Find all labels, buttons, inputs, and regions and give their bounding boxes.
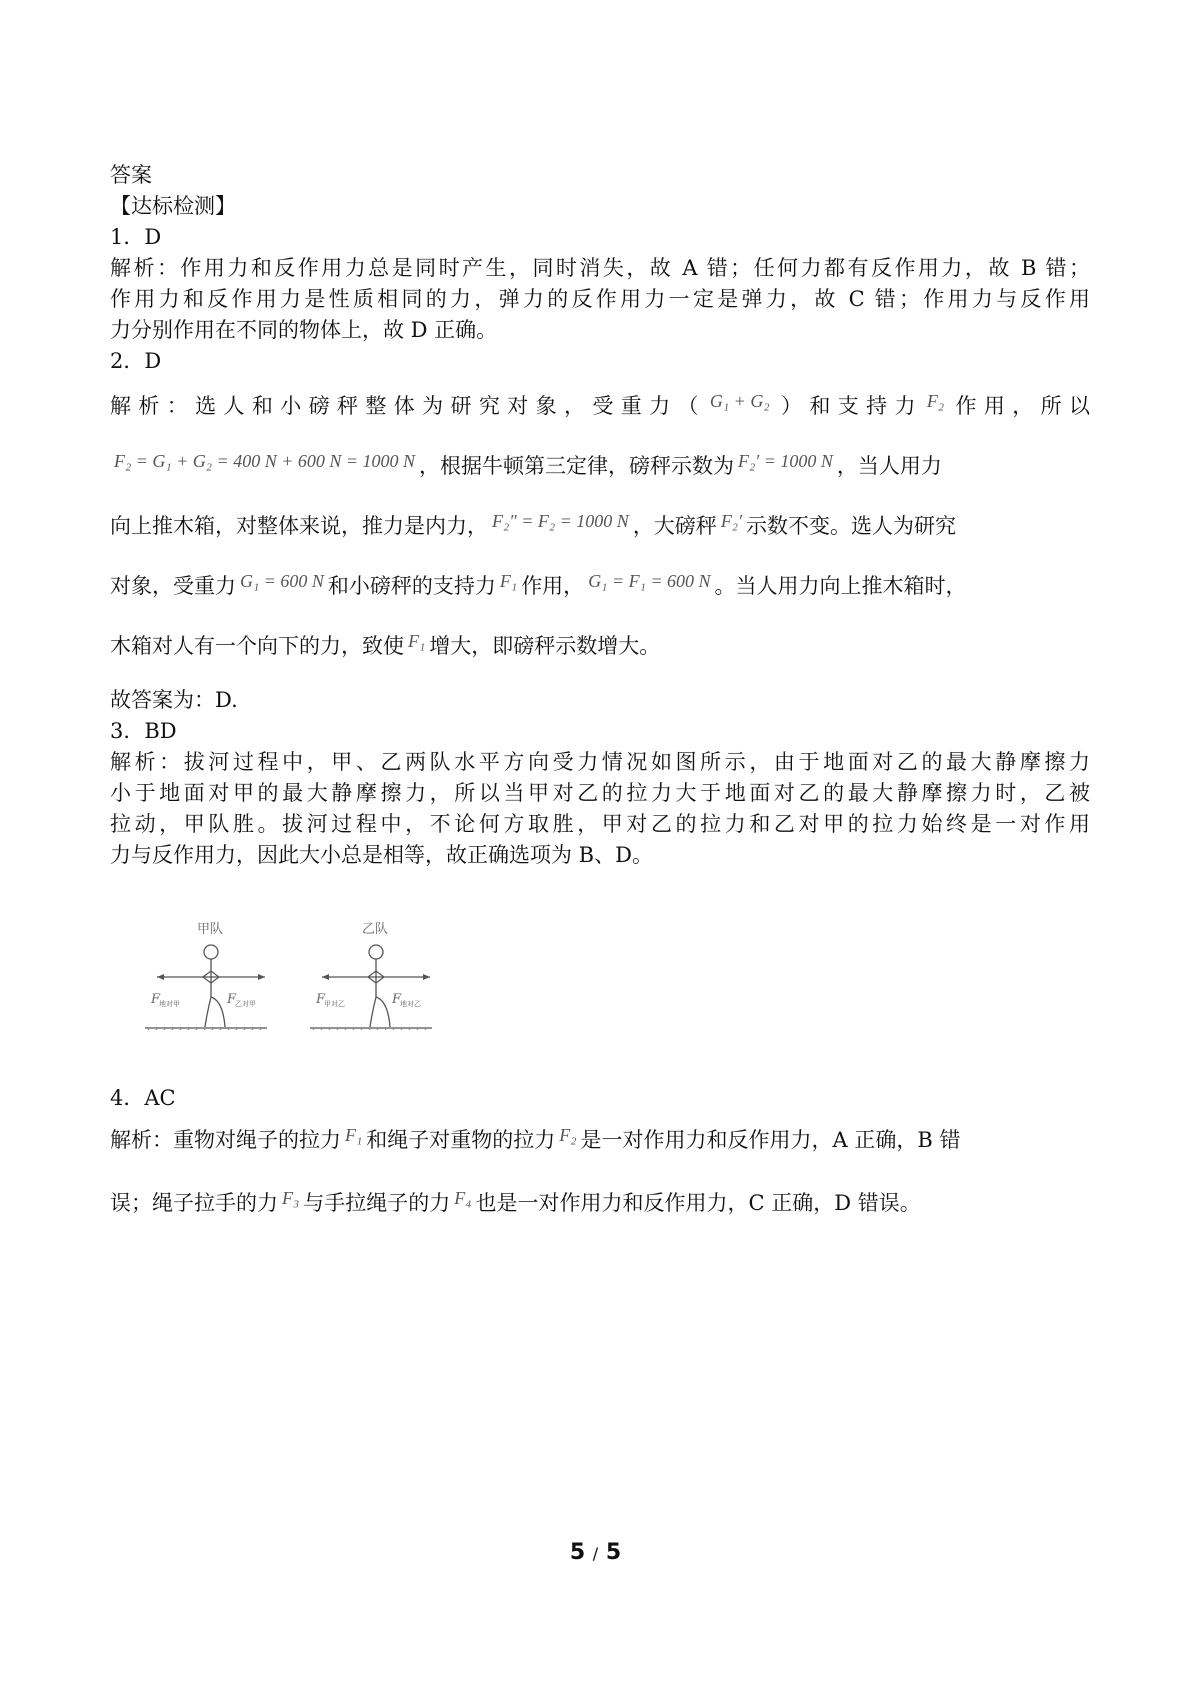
- q2-math-eq3: F₂″ = F₂ = 1000 N: [492, 511, 629, 531]
- q1-analysis-line-1: 解析：作用力和反作用力总是同时产生，同时消失，故 A 错；任何力都有反作用力，故 B 错；: [110, 256, 1090, 280]
- q2-math-eq2: F₂′ = 1000 N: [738, 451, 833, 471]
- page-current: 5: [569, 1540, 586, 1565]
- q3-analysis-line-2: 小于地面对甲的最大静摩擦力，所以当甲对乙的拉力大于地面对乙的最大静摩擦力时，乙被: [110, 781, 1090, 805]
- q2-text: ）和支持力: [773, 394, 923, 418]
- tug-of-war-figure: [145, 915, 445, 1030]
- q4-text: 和绳子对重物的拉力: [366, 1128, 556, 1152]
- q2-text: 木箱对人有一个向下的力，致使: [110, 634, 404, 658]
- force-subscript: 地对甲: [159, 1000, 180, 1008]
- q4-math-f1: F₁: [345, 1125, 363, 1145]
- q1-analysis-line-3: 力分别作用在不同的物体上，故 D 正确。: [110, 318, 498, 342]
- q2-text: ，当人用力: [836, 454, 942, 478]
- q2-math-f1-b: F₁: [408, 631, 426, 651]
- q2-text: ，根据牛顿第三定律，磅秤示数为: [419, 454, 735, 478]
- answer-heading: 答案: [110, 163, 152, 187]
- q4-math-f2: F₂: [559, 1125, 577, 1145]
- force-subscript: 地对乙: [400, 1000, 421, 1008]
- q4-text: 是一对作用力和反作用力，A 正确，B 错: [580, 1128, 961, 1152]
- q4-analysis-line-2: [110, 1183, 921, 1218]
- team-b-label: 乙队: [362, 922, 389, 937]
- q4-text: 与手拉绳子的力: [303, 1191, 451, 1215]
- force-symbol: F: [151, 992, 161, 1007]
- section-title: 【达标检测】: [110, 194, 236, 218]
- q3-analysis-line-3: 拉动，甲队胜。拔河过程中，不论何方取胜，甲对乙的拉力和乙对甲的拉力始终是一对作用: [110, 812, 1090, 836]
- q2-math-eq1: F₂ = G₁ + G₂ = 400 N + 600 N = 1000 N: [114, 451, 416, 471]
- q4-text: 误；绳子拉手的力: [110, 1191, 278, 1215]
- q2-text: 对象，受重力: [110, 574, 236, 598]
- q2-text: 和小磅秤的支持力: [327, 574, 496, 598]
- q2-text: 。当人用力向上推木箱时，: [714, 574, 967, 598]
- q2-text: ，大磅秤: [632, 514, 717, 538]
- q2-conclusion: 故答案为：D.: [110, 688, 238, 712]
- q2-math-eq4: G₁ = 600 N: [240, 571, 324, 591]
- force-symbol: F: [227, 992, 237, 1007]
- q1-analysis-line-2: 作用力和反作用力是性质相同的力，弹力的反作用力一定是弹力，故 C 错；作用力与反作用: [110, 287, 1090, 311]
- q4-math-f3: F₃: [282, 1188, 300, 1208]
- q2-text: 作用，所以: [948, 394, 1091, 418]
- page-separator: /: [592, 1544, 599, 1563]
- page-total: 5: [605, 1540, 622, 1565]
- q4-answer: 4．AC: [110, 1086, 176, 1110]
- q2-math-f2p: F₂′: [720, 511, 743, 531]
- q2-text: 作用，: [521, 574, 585, 598]
- q2-answer: 2．D: [110, 349, 162, 373]
- q4-analysis-line-1: [110, 1120, 960, 1155]
- q2-text: 示数不变。选人为研究: [746, 514, 957, 538]
- q2-analysis-line-2: [110, 446, 942, 481]
- q3-analysis-line-1: 解析：拔河过程中，甲、乙两队水平方向受力情况如图所示，由于地面对乙的最大静摩擦力: [110, 750, 1090, 774]
- q4-text: 解析：重物对绳子的拉力: [110, 1128, 341, 1152]
- q2-text: 向上推木箱，对整体来说，推力是内力，: [110, 514, 488, 538]
- q1-answer: 1．D: [110, 225, 162, 249]
- q4-text: 也是一对作用力和反作用力，C 正确，D 错误。: [475, 1191, 921, 1215]
- q2-math-f1: F₁: [499, 571, 518, 591]
- q4-math-f4: F₄: [454, 1188, 472, 1208]
- force-symbol: F: [392, 992, 402, 1007]
- q3-analysis-line-4: 力与反作用力，因此大小总是相等，故正确选项为 B、D。: [110, 843, 653, 867]
- team-a-figure: [145, 922, 267, 1030]
- q2-analysis-line-3: [110, 506, 956, 541]
- force-subscript: 甲对乙: [324, 1000, 345, 1008]
- q2-math-g1g2: G₁ + G₂: [709, 391, 770, 411]
- q2-math-eq5: G₁ = F₁ = 600 N: [588, 571, 711, 591]
- team-a-label: 甲队: [197, 922, 224, 937]
- q2-text: 解析：选人和小磅秤整体为研究对象，受重力（: [110, 394, 706, 418]
- q2-math-f2: F₂: [926, 391, 945, 411]
- force-symbol: F: [316, 992, 326, 1007]
- page-number: [0, 1540, 1191, 1565]
- q2-analysis-line-1: [110, 386, 1090, 421]
- q2-analysis-line-5: [110, 626, 660, 661]
- team-b-figure: [310, 922, 432, 1030]
- q3-answer: 3．BD: [110, 719, 177, 743]
- force-subscript: 乙对甲: [235, 1000, 256, 1008]
- q2-analysis-line-4: [110, 566, 967, 601]
- q2-text: 增大，即磅秤示数增大。: [429, 634, 661, 658]
